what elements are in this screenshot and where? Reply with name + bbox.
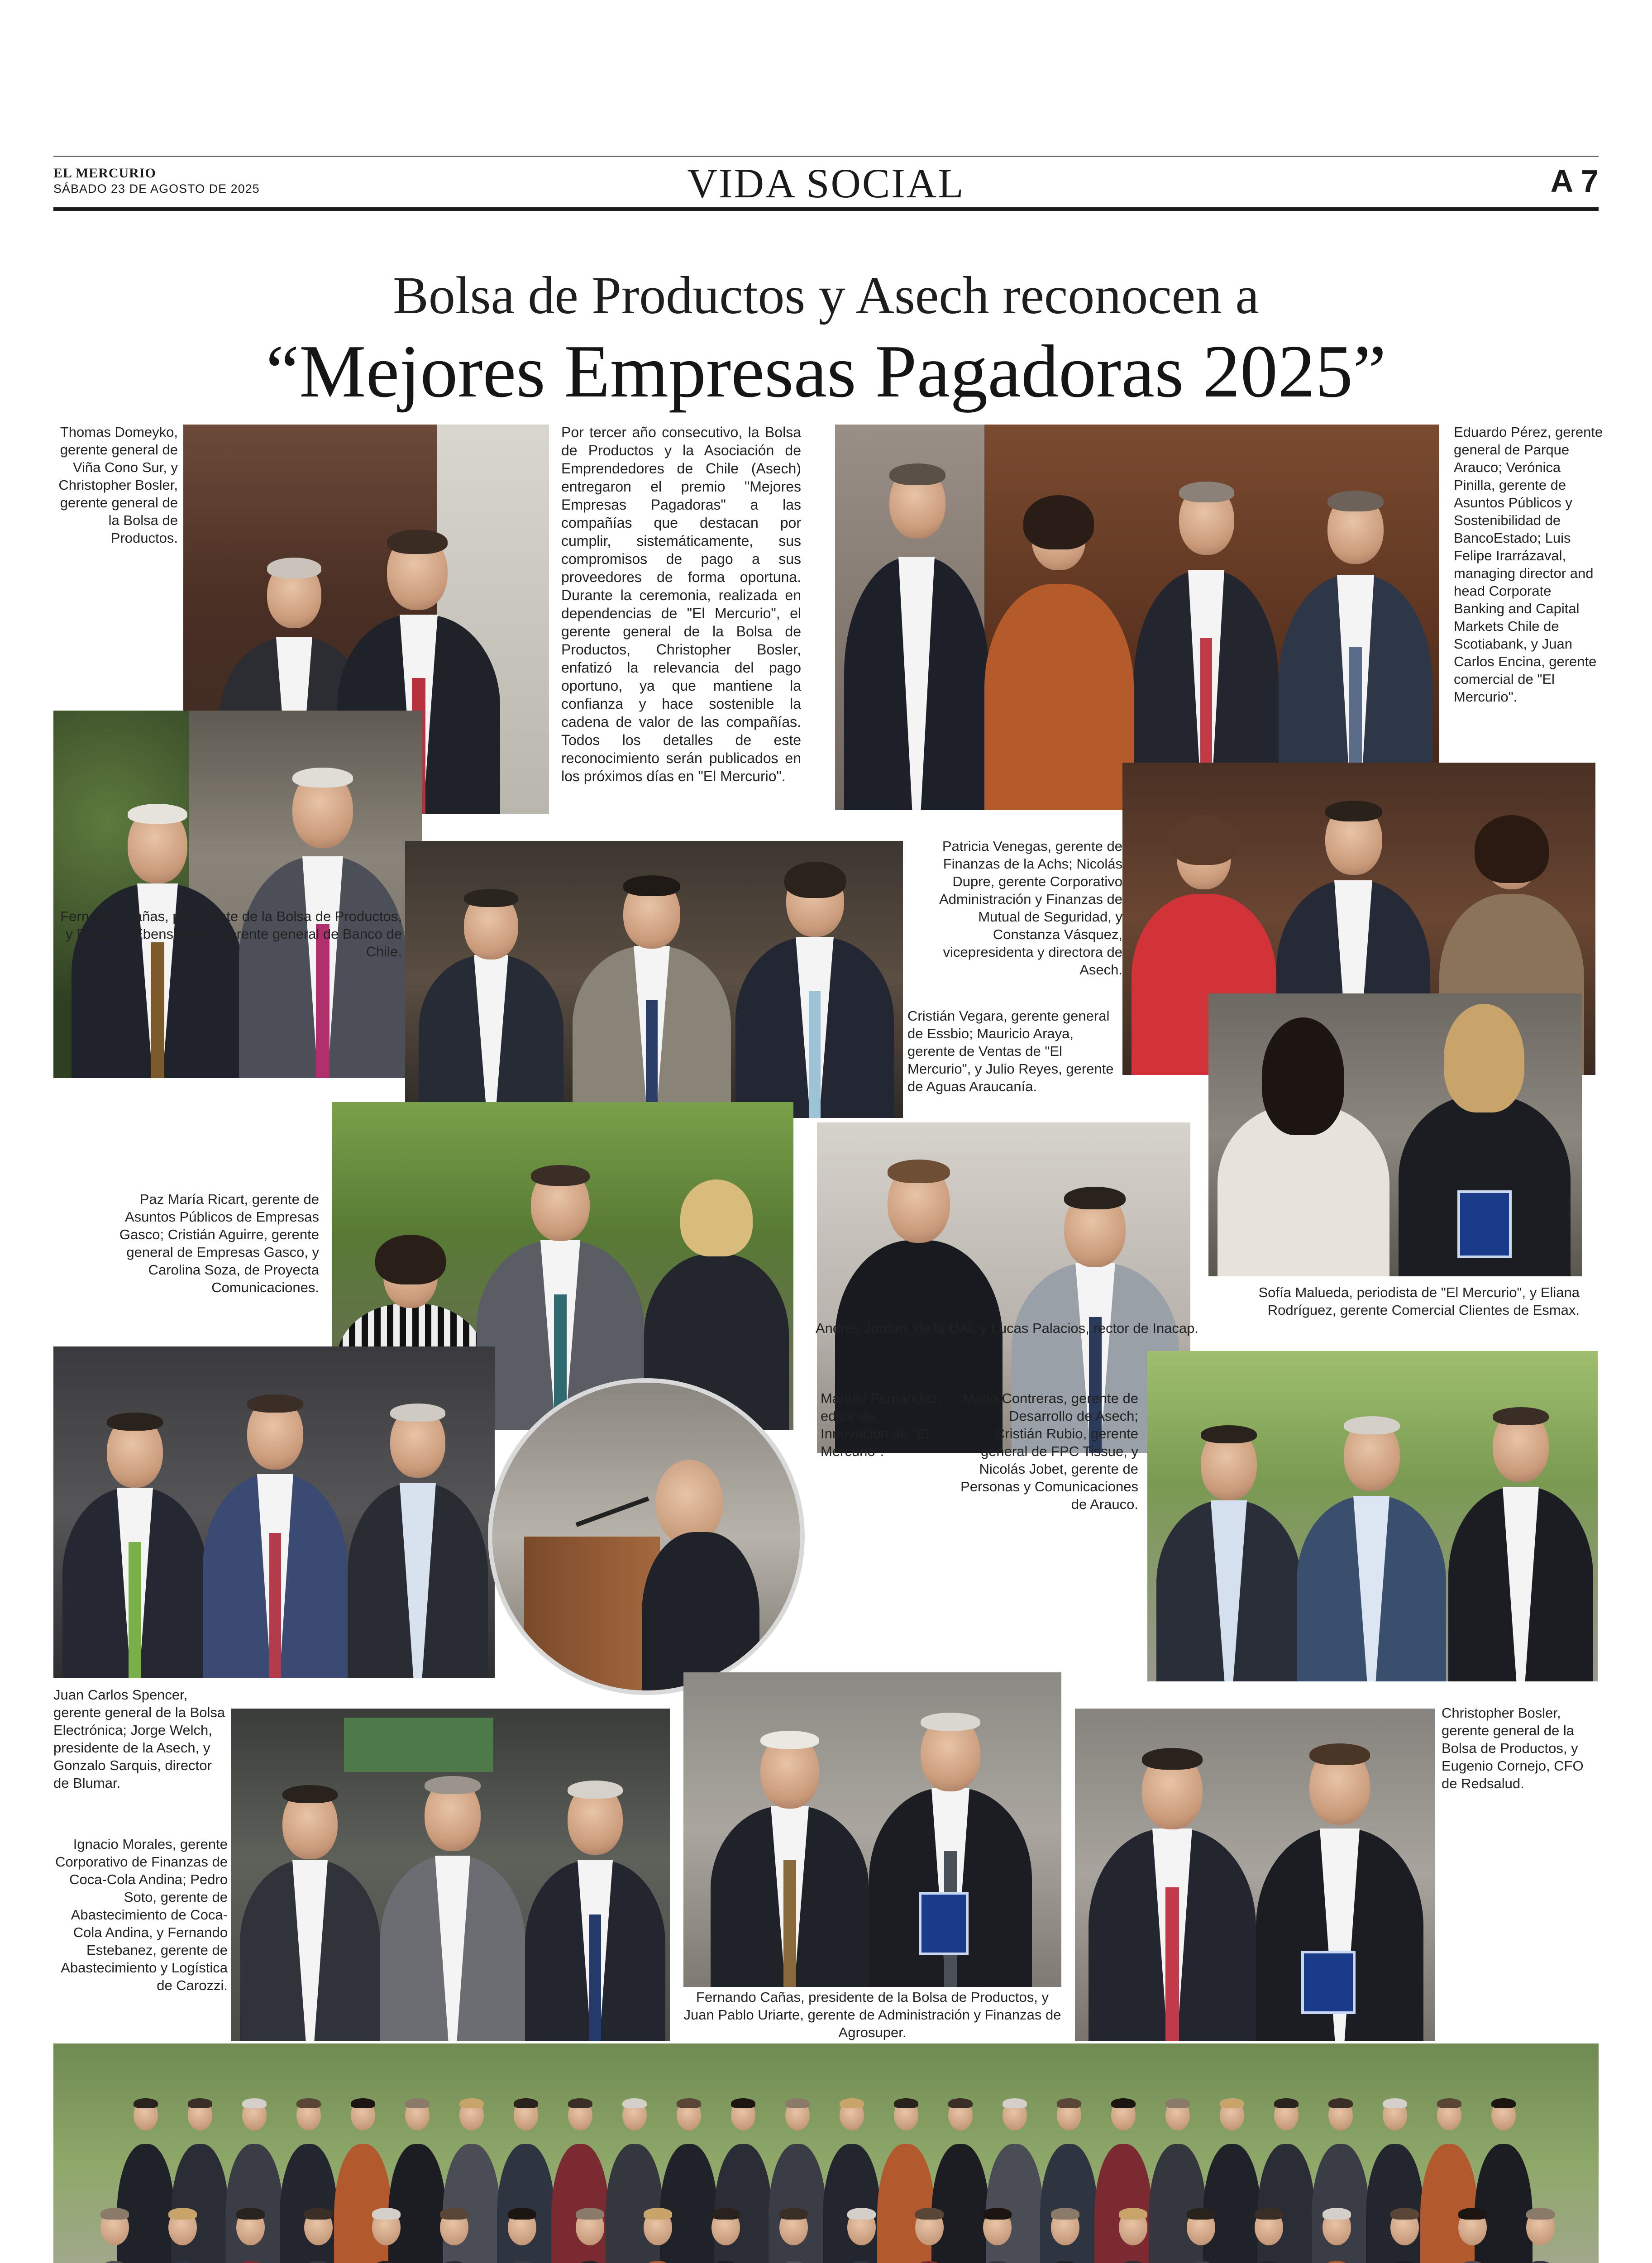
- group-person: [759, 2210, 827, 2263]
- caption-spencer: Juan Carlos Spencer, gerente general de la Bolsa Electrónica; Jorge Welch, presidente de la Asech, y Gonzalo Sarquis, director de Blumar.: [53, 1687, 225, 1791]
- group-person: [1370, 2210, 1438, 2263]
- group-person: [1031, 2210, 1099, 2263]
- group-person: [895, 2210, 963, 2263]
- section-name: VIDA SOCIAL: [687, 160, 965, 206]
- photo-malueda-rodriguez: [1208, 993, 1582, 1276]
- photo-spencer-group: [53, 1346, 495, 1678]
- group-person: [420, 2210, 488, 2263]
- issue-date: SÁBADO 23 DE AGOSTO DE 2025: [53, 182, 260, 196]
- photo-contreras-group: [1147, 1351, 1598, 1681]
- photo-fernandez-circle: [488, 1378, 805, 1695]
- group-person: [1235, 2210, 1303, 2263]
- caption-perez: Eduardo Pérez, gerente general de Parque Arauco; Verónica Pinilla, gerente de Asuntos Públicos y Sostenibilidad de BancoEstado; Luis Felipe Irarrázaval, managing director and head Corporate Banking and Capital Markets Chile de Scotiabank, y Juan Carlos Encina, gerente comercial de "El Mercurio".: [1454, 424, 1603, 705]
- group-person: [488, 2210, 556, 2263]
- caption-malueda: Sofía Malueda, periodista de "El Mercurio", y Eliana Rodríguez, gerente Comercial Clientes de Esmax.: [1258, 1284, 1580, 1318]
- photo-group-awardees: [53, 2043, 1599, 2263]
- caption-domeyko: Thomas Domeyko, gerente general de Viña Cono Sur, y Christopher Bosler, gerente general de la Bolsa de Productos.: [58, 424, 178, 546]
- photo-morales-group: [231, 1709, 670, 2041]
- group-person: [1167, 2210, 1235, 2263]
- caption-canas-1: Fernando Cañas, presidente de la Bolsa de Productos, y Eduardo Ebensperger, gerente general de Banco de Chile.: [60, 908, 402, 960]
- caption-morales: Ignacio Morales, gerente Corporativo de Finanzas de Coca-Cola Andina; Pedro Soto, gerente de Abastecimiento de Coca-Cola Andina, y Fernando Estebanez, gerente de Abastecimiento y Logística de Carozzi.: [55, 1836, 228, 1993]
- group-person: [1438, 2210, 1506, 2263]
- article-body: Por tercer año consecutivo, la Bolsa de Productos y la Asociación de Emprendedores de Chile (Asech) entregaron el premio "Mejores Empresas Pagadoras" a las compañías que destacan por cumplir, sistemáticamente, sus compromisos de pago a sus proveedores de forma oportuna. Durante la ceremonia, realizada en dependencias de "El Mercurio", el gerente general de la Bolsa de Productos, Christopher Bosler, enfatizó la relevancia del pago oportuno, ya que mantiene la confianza y hace sostenible la cadena de valor de las compañías. Todos los detalles de este reconocimiento serán publicados en los próximos días en "El Mercurio".: [561, 424, 801, 784]
- caption-venegas: Patricia Venegas, gerente de Finanzas de la Achs; Nicolás Dupre, gerente Corporativo Administración y Finanzas de Mutual de Seguridad, y Constanza Vásquez, vicepresidenta y directora de Asech.: [939, 838, 1122, 978]
- group-person: [1303, 2210, 1370, 2263]
- caption-jordan: Andrés Jordan, de la UAI, y Lucas Palacios, rector de Inacap.: [815, 1320, 1199, 1336]
- caption-ricart: Paz María Ricart, gerente de Asuntos Públicos de Empresas Gasco; Cristián Aguirre, gerente general de Empresas Gasco, y Carolina Soza, de Proyecta Comunicaciones.: [119, 1191, 319, 1295]
- group-person: [692, 2210, 759, 2263]
- photo-canas-ebensperger: [53, 711, 422, 1078]
- masthead: EL MERCURIO: [53, 166, 156, 181]
- group-person: [827, 2210, 895, 2263]
- group-person: [963, 2210, 1031, 2263]
- article-kicker: Bolsa de Productos y Asech reconocen a: [393, 266, 1259, 325]
- group-person: [624, 2210, 692, 2263]
- header-bottom-rule: [53, 207, 1599, 211]
- group-person: [556, 2210, 624, 2263]
- group-person: [216, 2210, 284, 2263]
- caption-vegara: Cristián Vegara, gerente general de Essbio; Mauricio Araya, gerente de Ventas de "El Mercurio", y Julio Reyes, gerente de Aguas Araucanía.: [907, 1008, 1114, 1094]
- group-person: [352, 2210, 420, 2263]
- caption-canas-2: Fernando Cañas, presidente de la Bolsa de Productos, y Juan Pablo Uriarte, gerente de Administración y Finanzas de Agrosuper.: [683, 1989, 1061, 2040]
- group-person: [1506, 2210, 1574, 2263]
- group-person: [284, 2210, 352, 2263]
- photo-venegas-group: [405, 841, 903, 1118]
- page-number: A 7: [1550, 163, 1599, 199]
- group-person: [1099, 2210, 1167, 2263]
- caption-bosler: Christopher Bosler, gerente general de la Bolsa de Productos, y Eugenio Cornejo, CFO de Redsalud.: [1442, 1705, 1584, 1791]
- group-person: [81, 2210, 148, 2263]
- caption-contreras: Mario Contreras, gerente de Desarrollo de Asech; Cristián Rubio, gerente general de FPC Tissue, y Nicolás Jobet, gerente de Personas y Comunicaciones de Arauco.: [960, 1390, 1138, 1512]
- header-top-rule: [53, 156, 1599, 157]
- group-people: [53, 2043, 1599, 2263]
- caption-fernandez: Manuel Fernández, editor de Innovación de "El Mercurio".: [821, 1390, 942, 1459]
- group-person: [148, 2210, 216, 2263]
- photo-bosler-cornejo: [1075, 1709, 1435, 2041]
- article-headline: “Mejores Empresas Pagadoras 2025”: [266, 329, 1386, 413]
- photo-canas-uriarte: [683, 1672, 1061, 1987]
- photo-perez-pinilla: [835, 425, 1439, 810]
